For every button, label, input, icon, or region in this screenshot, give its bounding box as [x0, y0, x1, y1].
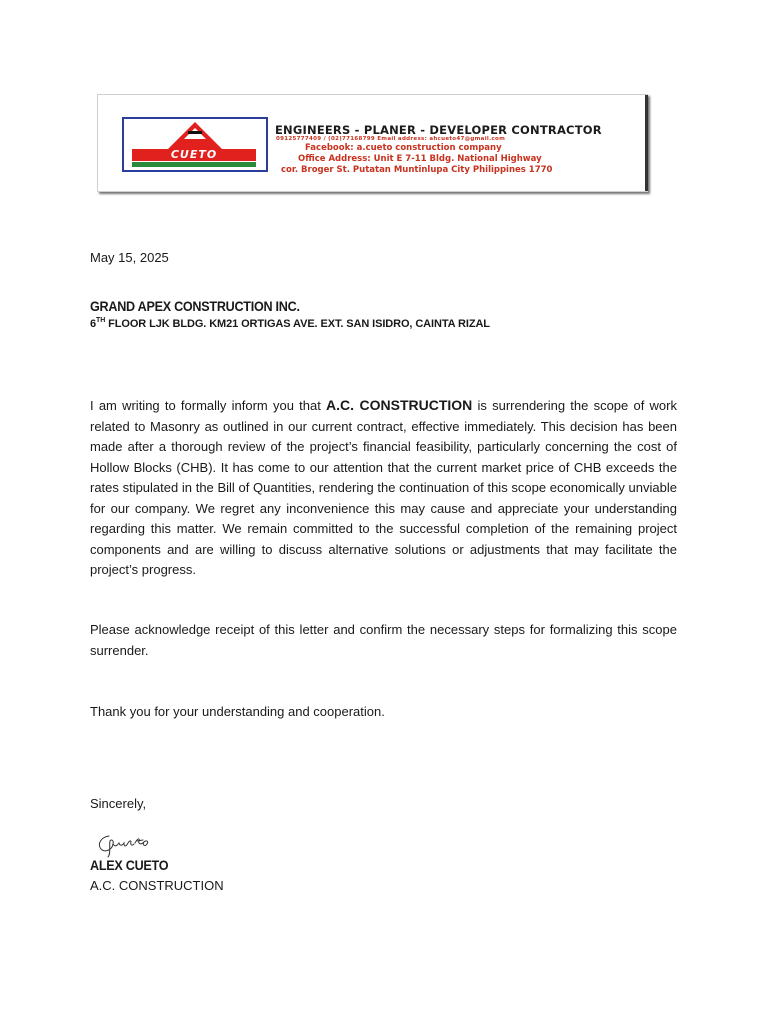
- letterhead-address-line1: Office Address: Unit E 7-11 Bldg. National Highway: [298, 154, 542, 164]
- address-text: FLOOR LJK BLDG. KM21 ORTIGAS AVE. EXT. SAN ISIDRO, CAINTA RIZAL: [105, 318, 490, 330]
- address-ordinal: TH: [96, 317, 106, 324]
- letterhead-address-line2: cor. Broger St. Putatan Muntinlupa City Philippines 1770: [281, 165, 553, 175]
- p1-body: is surrendering the scope of work related to Masonry as outlined in our current contract, effective immediately. This decision has been made after a thorough review of the project’s financial feasibility, particularly concerning the cost of Hollow Blocks (CHB). It has come to our attention that the current market price of CHB exceeds the rates stipulated in the Bill of Quantities, rendering the continuation of this scope economically unviable for our company. We regret any inconvenience this may cause and appreciate your understanding regarding this matter. We remain committed to the successful completion of the remaining project components and are willing to discuss alternative solutions or adjustments that may facilitate the project’s progress.: [90, 398, 677, 577]
- body-paragraph-1: [90, 395, 677, 581]
- logo-wordmark: CUETO: [132, 149, 256, 161]
- letterhead-tagline: ENGINEERS - PLANER - DEVELOPER CONTRACTOR: [275, 123, 602, 137]
- address-number: 6: [90, 318, 97, 330]
- signer-name: ALEX CUETO: [90, 857, 169, 873]
- body-paragraph-2: Please acknowledge receipt of this letter and confirm the necessary steps for formalizing this scope surrender.: [90, 622, 677, 658]
- recipient-name: GRAND APEX CONSTRUCTION INC.: [90, 298, 300, 314]
- letterhead: [97, 94, 648, 192]
- letterhead-contacts: 09125777409 / (02)77168799 Email address: ahcueto47@gmail.com: [276, 136, 506, 142]
- handwritten-signature: [95, 832, 157, 858]
- recipient-address: [90, 317, 490, 330]
- closing: Sincerely,: [90, 796, 147, 811]
- company-logo: [122, 117, 268, 172]
- signer-company: A.C. CONSTRUCTION: [90, 878, 224, 893]
- body-paragraph-3: Thank you for your understanding and cooperation.: [90, 704, 385, 719]
- letterhead-border: [645, 95, 648, 191]
- p1-company-name: A.C. CONSTRUCTION: [326, 397, 473, 413]
- letter-date: May 15, 2025: [90, 250, 169, 265]
- logo-subbar: [132, 162, 256, 167]
- letterhead-facebook: Facebook: a.cueto construction company: [305, 143, 502, 153]
- p1-intro: I am writing to formally inform you that: [90, 398, 327, 413]
